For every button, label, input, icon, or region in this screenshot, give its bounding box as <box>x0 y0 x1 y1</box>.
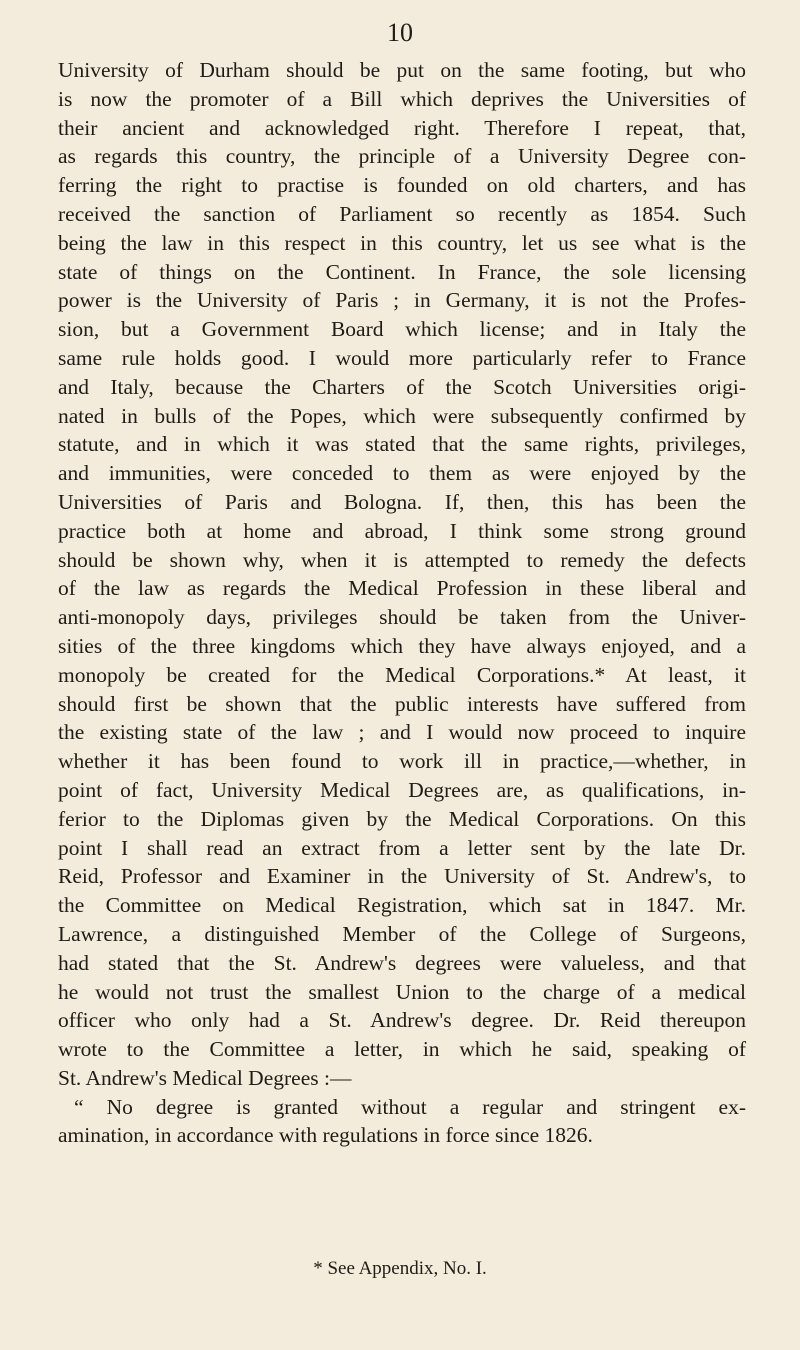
text-line: point I shall read an extract from a letter sent by the late Dr. <box>58 835 746 860</box>
text-line: should first be shown that the public interests have suffered from <box>58 691 746 716</box>
text-line: and Italy, because the Charters of the Scotch Universities origi- <box>58 374 746 399</box>
text-line: nated in bulls of the Popes, which were subsequently confirmed by <box>58 403 746 428</box>
text-line: wrote to the Committee a letter, in which he said, speaking of <box>58 1037 746 1062</box>
text-line: ferring the right to practise is founded on old charters, and has <box>58 173 746 198</box>
page-number: 10 <box>387 18 413 47</box>
text-line: the Committee on Medical Registration, which sat in 1847. Mr. <box>58 893 746 918</box>
text-line: received the sanction of Parliament so recently as 1854. Such <box>58 201 746 226</box>
text-line: sion, but a Government Board which license; and in Italy the <box>58 317 746 342</box>
text-line: their ancient and acknowledged right. Therefore I repeat, that, <box>58 115 746 140</box>
body-text <box>58 56 746 1150</box>
text-line: of the law as regards the Medical Profession in these liberal and <box>58 576 746 601</box>
text-line: whether it has been found to work ill in practice,—whether, in <box>58 749 746 774</box>
text-line: Universities of Paris and Bologna. If, then, this has been the <box>58 489 746 514</box>
quotation-line: amination, in accordance with regulations in force since 1826. <box>58 1123 593 1148</box>
text-line: statute, and in which it was stated that the same rights, privileges, <box>58 432 746 457</box>
text-line: power is the University of Paris ; in Germany, it is not the Profes- <box>58 288 746 313</box>
text-line: as regards this country, the principle of a University Degree con- <box>58 144 746 169</box>
text-line: should be shown why, when it is attempted to remedy the defects <box>58 547 746 572</box>
text-line: had stated that the St. Andrew's degrees were valueless, and that <box>58 950 746 975</box>
text-line: Reid, Professor and Examiner in the University of St. Andrew's, to <box>58 864 746 889</box>
text-line: anti-monopoly days, privileges should be taken from the Univer- <box>58 605 746 630</box>
text-line: being the law in this respect in this country, let us see what is the <box>58 230 746 255</box>
text-line: officer who only had a St. Andrew's degree. Dr. Reid thereupon <box>58 1008 746 1033</box>
text-line: and immunities, were conceded to them as were enjoyed by the <box>58 461 746 486</box>
text-line: same rule holds good. I would more particularly refer to France <box>58 345 746 370</box>
text-line: St. Andrew's Medical Degrees :— <box>58 1065 352 1090</box>
text-line: University of Durham should be put on the same footing, but who <box>58 58 746 82</box>
text-line: ferior to the Diplomas given by the Medical Corporations. On this <box>58 806 746 831</box>
quotation-line: “ No degree is granted without a regular and stringent ex- <box>74 1094 746 1119</box>
text-line: he would not trust the smallest Union to the charge of a medical <box>58 979 746 1004</box>
text-line: practice both at home and abroad, I think some strong ground <box>58 518 746 543</box>
text-line: sities of the three kingdoms which they have always enjoyed, and a <box>58 633 746 658</box>
text-line: state of things on the Continent. In France, the sole licensing <box>58 259 746 284</box>
text-line: is now the promoter of a Bill which deprives the Universities of <box>58 86 746 111</box>
footnote: * See Appendix, No. I. <box>313 1258 487 1279</box>
text-line: point of fact, University Medical Degrees are, as qualifications, in- <box>58 777 746 802</box>
text-line: monopoly be created for the Medical Corporations.* At least, it <box>58 662 746 687</box>
text-line: Lawrence, a distinguished Member of the College of Surgeons, <box>58 921 746 946</box>
text-line: the existing state of the law ; and I would now proceed to inquire <box>58 720 746 745</box>
